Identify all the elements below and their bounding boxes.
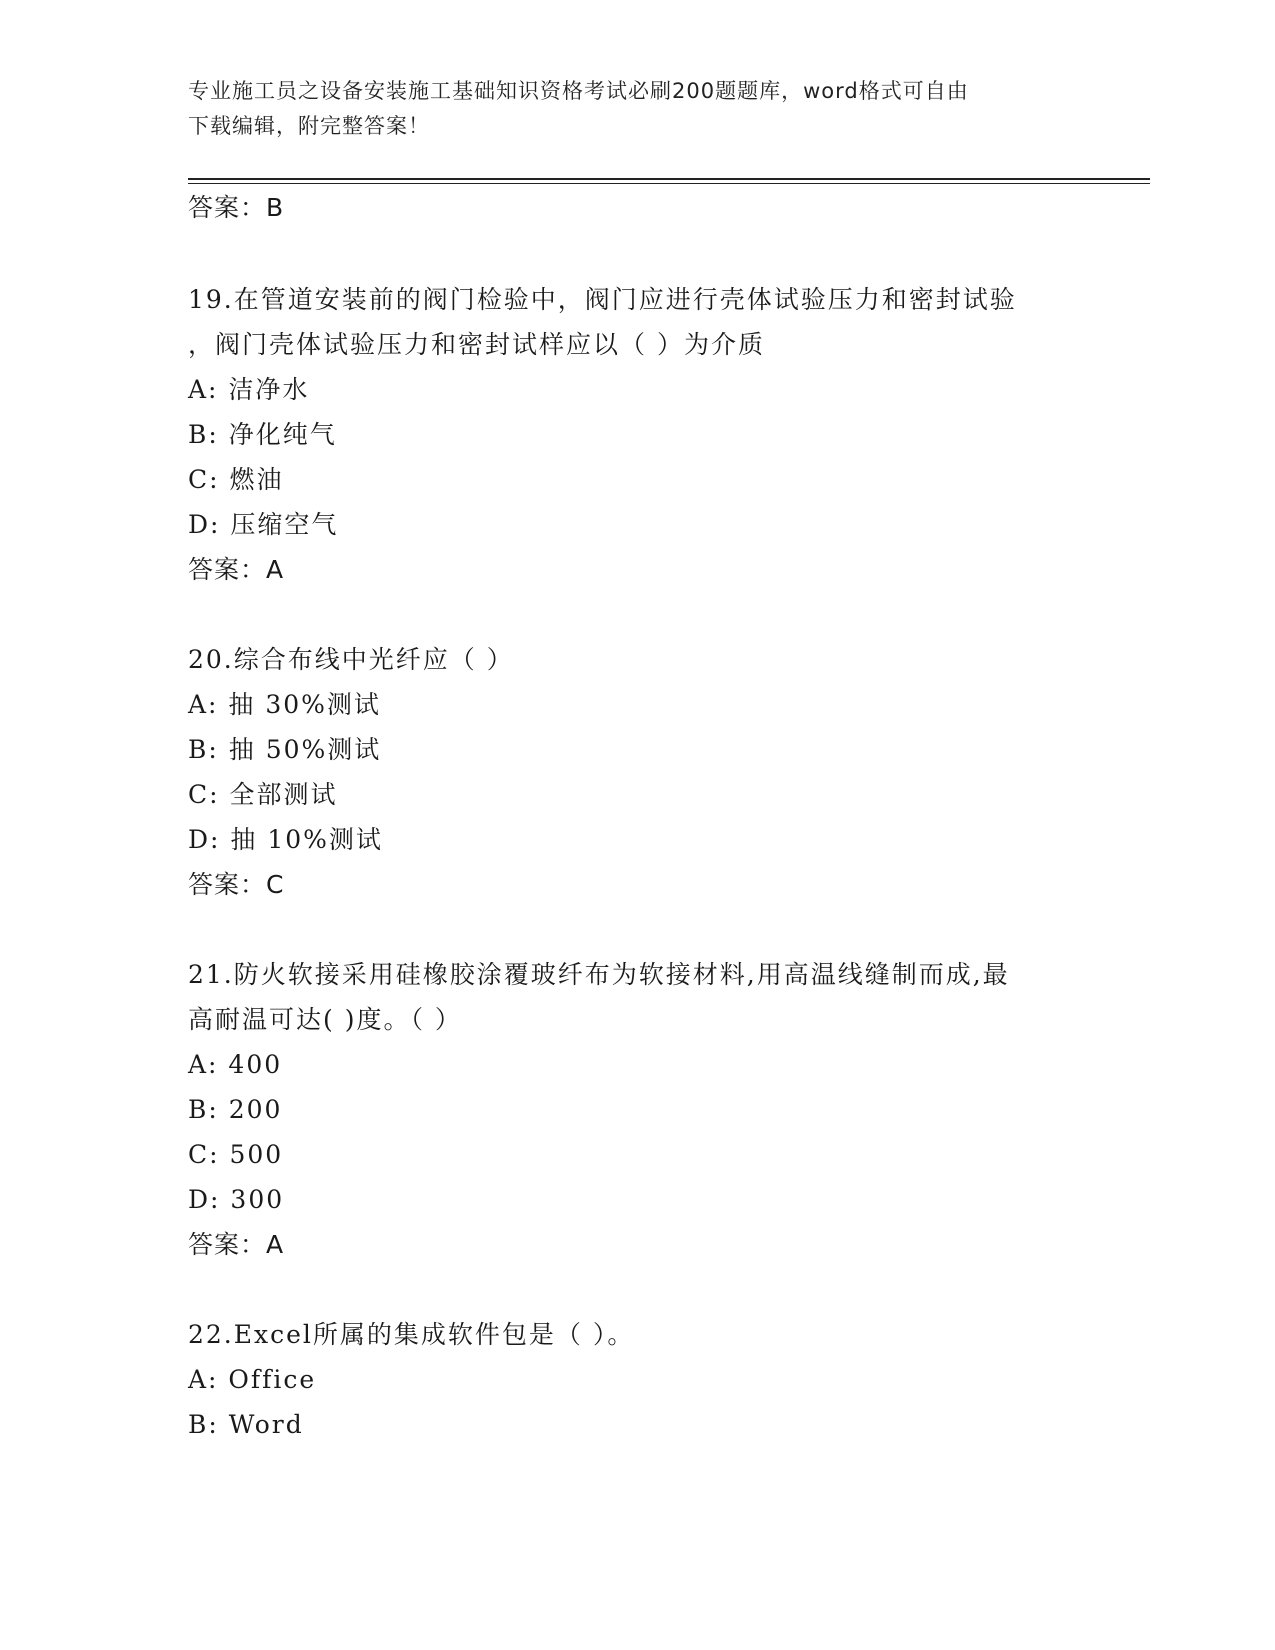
question-19-answer: 答案：A — [188, 555, 285, 584]
question-21-line-2: 高耐温可达( )度。（ ） — [188, 1005, 462, 1034]
question-19-option-c: C: 燃油 — [188, 465, 284, 494]
header-rule-thin — [188, 183, 1150, 184]
question-22-option-a: A: Office — [188, 1365, 317, 1394]
question-19-line-2: ，阀门壳体试验压力和密封试样应以（ ）为介质 — [188, 330, 765, 359]
header-line-2: 下载编辑，附完整答案！ — [188, 114, 430, 138]
question-21-option-b: B: 200 — [188, 1095, 283, 1124]
document-header — [188, 74, 1068, 144]
question-19-option-b: B: 净化纯气 — [188, 420, 337, 449]
question-20-option-a: A: 抽 30%测试 — [188, 690, 381, 719]
question-22-option-b: B: Word — [188, 1410, 304, 1439]
previous-answer: 答案：B — [188, 193, 285, 222]
question-19-option-d: D: 压缩空气 — [188, 510, 339, 539]
header-rule-thick — [188, 178, 1150, 180]
question-20-line-1: 20.综合布线中光纤应（ ） — [188, 645, 514, 674]
question-19-option-a: A: 洁净水 — [188, 375, 310, 404]
question-20-answer: 答案：C — [188, 870, 285, 899]
question-20-option-b: B: 抽 50%测试 — [188, 735, 382, 764]
question-20-option-c: C: 全部测试 — [188, 780, 338, 809]
question-22-line-1: 22.Excel所属的集成软件包是（ ）。 — [188, 1320, 635, 1349]
question-21-answer: 答案：A — [188, 1230, 285, 1259]
question-21-line-1: 21.防火软接采用硅橡胶涂覆玻纤布为软接材料,用高温线缝制而成,最 — [188, 960, 1010, 989]
question-20-option-d: D: 抽 10%测试 — [188, 825, 383, 854]
question-21-option-a: A: 400 — [188, 1050, 283, 1079]
question-21-option-c: C: 500 — [188, 1140, 284, 1169]
question-19-line-1: 19.在管道安装前的阀门检验中，阀门应进行壳体试验压力和密封试验 — [188, 285, 1017, 314]
question-21-option-d: D: 300 — [188, 1185, 285, 1214]
header-line-1: 专业施工员之设备安装施工基础知识资格考试必刷200题题库，word格式可自由 — [188, 79, 969, 103]
